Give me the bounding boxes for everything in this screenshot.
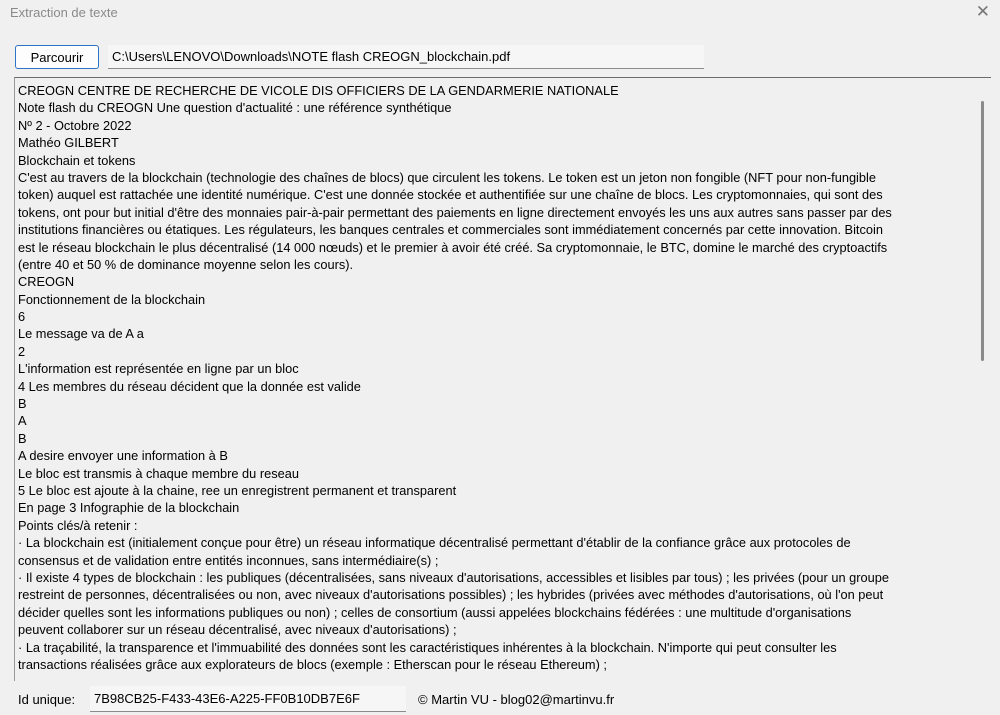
text-line: Points clés/à retenir : — [18, 517, 138, 533]
text-line: L'information est représentée en ligne par un bloc — [18, 361, 299, 377]
text-line: transactions réalisées grâce aux explorateurs de blocs (exemple : Etherscan pour le réseau Ethereum) ; — [18, 656, 607, 672]
text-line: (entre 40 et 50 % de dominance moyenne selon les cours). — [18, 256, 354, 272]
text-line: Fonctionnement de la blockchain — [18, 291, 206, 307]
text-line: restreint de personnes, décentralisées ou non, avec niveaux d'autorisations possibles) ; les hybrides (privées avec méthodes d'autorisations, où l'on peut — [18, 587, 884, 603]
text-line: A desire envoyer une information à B — [18, 448, 228, 464]
text-line: Nº 2 - Octobre 2022 — [18, 117, 132, 133]
text-line: CREOGN — [18, 274, 75, 290]
scrollbar-thumb[interactable] — [981, 101, 984, 361]
text-line: est le réseau blockchain le plus décentralisé (14 000 nœuds) et le premier à avoir été créé. Sa cryptomonnaie, le BTC, domine le marché des cryptoactifs — [18, 239, 888, 255]
text-line: décider quelles sont les informations publiques ou non) ; celles de consortium (aussi appelées blockchains fédérées : une multitude d'organisations — [18, 604, 852, 620]
text-line: En page 3 Infographie de la blockchain — [18, 500, 240, 516]
text-line: institutions financières ou étatiques. Les régulateurs, les banques centrales et commerciales sont immédiatement concernés par cette innovation. Bitcoin — [18, 222, 883, 238]
text-line: consensus et de validation entre entités inconnues, sans intermédiaire(s) ; — [18, 552, 439, 568]
text-line: 6 — [18, 309, 26, 325]
id-field[interactable]: 7B98CB25-F433-43E6-A225-FF0B10DB7E6F — [90, 686, 406, 712]
text-line: · La traçabilité, la transparence et l'immuabilité des données sont les caractéristiques inhérentes à la blockchain. N'importe qui peut consulter les — [18, 639, 837, 655]
text-line: C'est au travers de la blockchain (technologie des chaînes de blocs) que circulent les tokens. Le token est un jeton non fongible (NFT pour non-fungible — [18, 169, 876, 185]
text-line: · La blockchain est (initialement conçue pour être) un réseau informatique décentralisé permettant d'établir de la confiance grâce aux protocoles de — [18, 535, 851, 551]
text-line: peuvent collaborer sur un réseau décentralisé, avec niveaux d'autorisations) ; — [18, 622, 457, 638]
text-line: B — [18, 396, 27, 412]
text-line: A — [18, 413, 27, 429]
text-line: Le bloc est transmis à chaque membre du reseau — [18, 465, 299, 481]
text-line: CREOGN CENTRE DE RECHERCHE DE VICOLE DIS OFFICIERS DE LA GENDARMERIE NATIONALE — [18, 83, 619, 98]
text-line: Mathéo GILBERT — [18, 135, 119, 151]
copyright-text: © Martin VU - blog02@martinvu.fr — [418, 692, 615, 707]
text-line: token) auquel est rattachée une identité numérique. C'est une donnée stockée et authentifiée sur une chaîne de blocs. Les cryptomonnaies, qui sont des — [18, 187, 883, 203]
browse-button[interactable]: Parcourir — [15, 45, 99, 69]
window-title: Extraction de texte — [10, 5, 118, 20]
text-line: tokens, ont pour but initial d'être des monnaies pair-à-pair permettant des paiements en ligne directement envoyés les uns aux autres sans passer par des — [18, 204, 892, 220]
text-line: · Il existe 4 types de blockchain : les publiques (décentralisées, sans niveaux d'autorisations, accessibles et lisibles par tous) ; les privées (pour un groupe — [18, 569, 889, 585]
text-line: B — [18, 430, 27, 446]
text-line: 2 — [18, 343, 26, 359]
text-line: 5 Le bloc est ajoute à la chaine, ree un enregistrent permanent et transparent — [18, 482, 457, 498]
text-line: 4 Les membres du réseau décident que la donnée est valide — [18, 378, 361, 394]
file-path-field[interactable]: C:\Users\LENOVO\Downloads\NOTE flash CREOGN_blockchain.pdf — [108, 45, 704, 69]
text-line: Note flash du CREOGN Une question d'actualité : une référence synthétique — [18, 100, 452, 116]
extracted-text-area[interactable] — [14, 77, 991, 681]
vertical-scrollbar[interactable] — [979, 98, 987, 678]
text-line: Le message va de A a — [18, 326, 144, 342]
text-lines — [18, 82, 892, 673]
close-icon[interactable]: ✕ — [975, 2, 990, 21]
id-label: Id unique: — [18, 692, 76, 707]
text-line: Blockchain et tokens — [18, 152, 136, 168]
